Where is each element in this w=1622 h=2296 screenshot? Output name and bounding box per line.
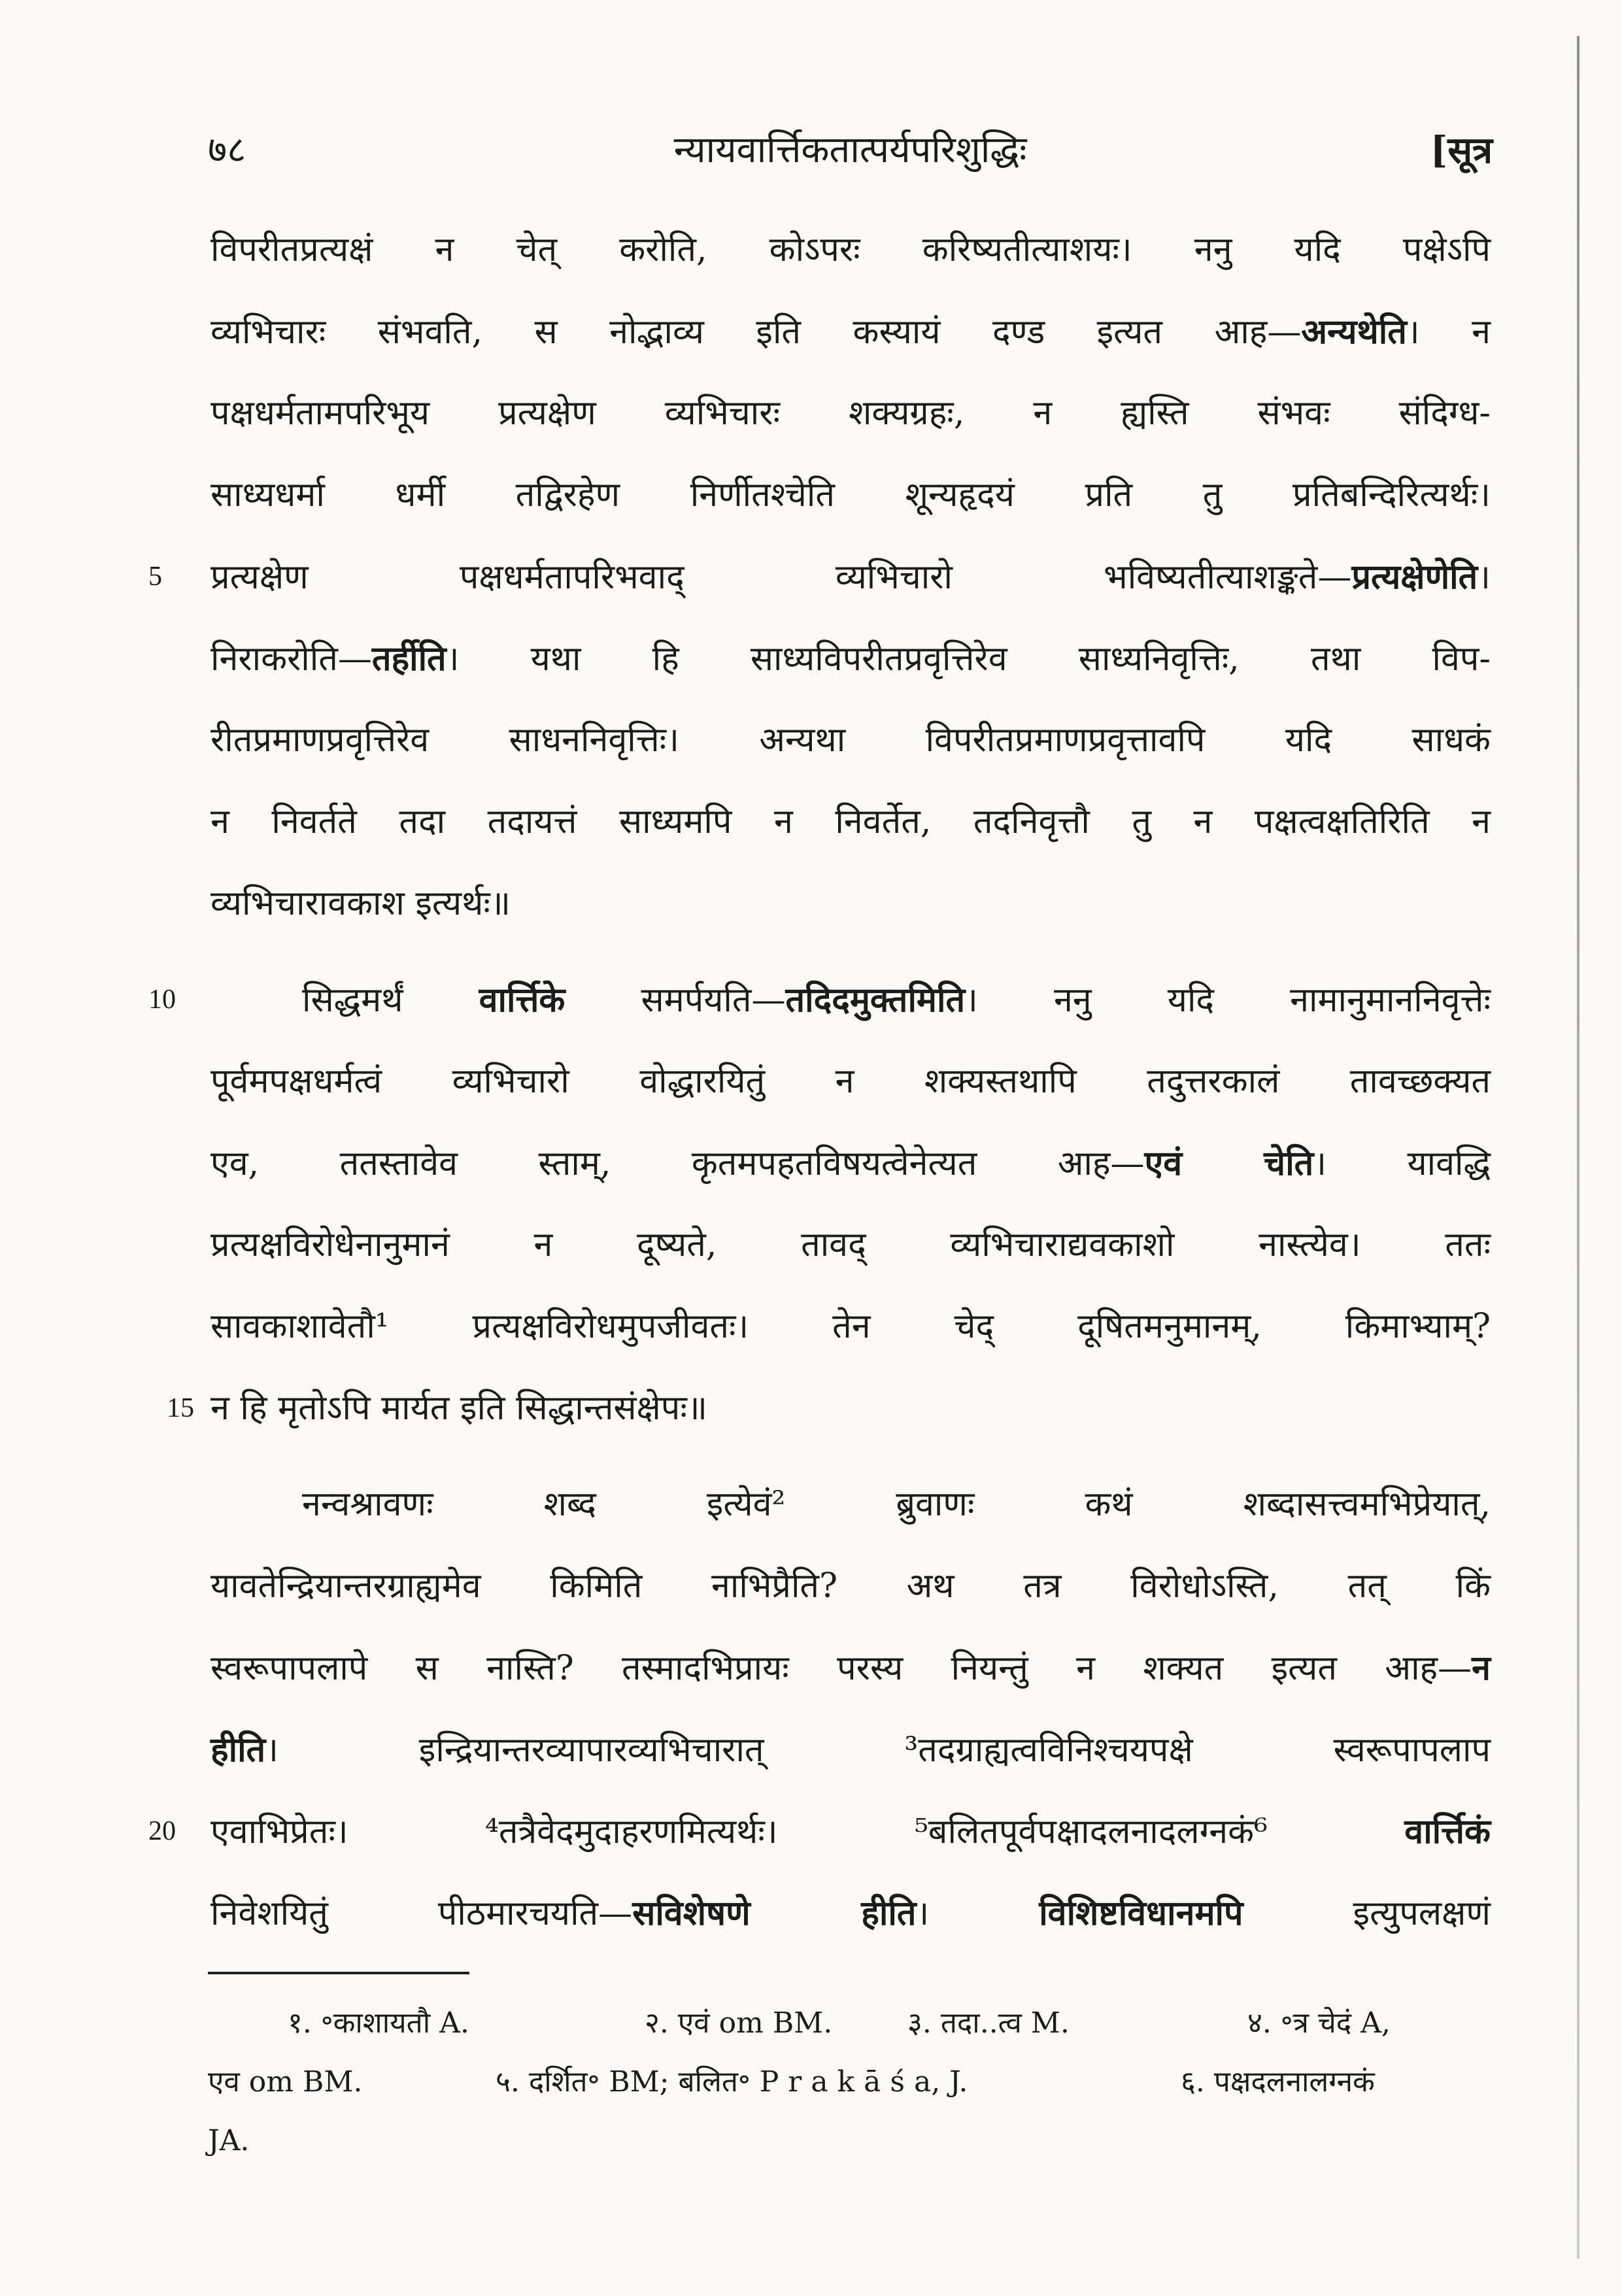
text-line [211, 1464, 1491, 1545]
text-line [211, 1627, 1491, 1709]
text-line [211, 1204, 1491, 1286]
section-mark: [सूत्र [1430, 129, 1493, 172]
bold-term: विशिष्टविधानमपि [1039, 1893, 1243, 1933]
bold-term: वार्त्तिकं [1404, 1812, 1491, 1851]
footnote-5: ५. दर्शित॰ BM; बलित॰ P r a k ā ś a, J. [496, 2065, 968, 2099]
line-text: न निवर्तते तदा तदायत्तं साध्यमपि न निवर्तेत, तदनिवृत्तौ तु न पक्षत्वक्षतिरिति न [211, 802, 1491, 841]
text-line [211, 209, 1491, 291]
footnote-4: ४. ॰त्र चेदं A, [1247, 2006, 1391, 2040]
line-text: निवेशयितुं पीठमारचयति—सविशेषणे हीति। विशिष्टविधानमपि इत्युपलक्षणं [211, 1893, 1491, 1933]
text-line [211, 863, 1491, 945]
text-line [211, 1041, 1491, 1123]
bold-term: तर्हीति [371, 639, 447, 679]
text-line [211, 781, 1491, 863]
text-line [211, 1286, 1491, 1368]
line-text: यावतेन्द्रियान्तरग्राह्यमेव किमिति नाभिप्रैति? अथ तत्र विरोधोऽस्ति, तत् किं [211, 1566, 1491, 1606]
text-line [211, 291, 1491, 373]
text-line [211, 1545, 1491, 1627]
text-line [148, 1791, 1491, 1872]
footnotes [208, 1994, 1493, 2170]
text-line [148, 959, 1491, 1041]
footnote-2: २. एवं om BM. [645, 2006, 833, 2040]
text-line [148, 536, 1491, 618]
line-number: 15 [167, 1393, 194, 1423]
text-line [211, 373, 1491, 454]
footnote-4-continued: एव om BM. [208, 2065, 363, 2099]
bold-term: वार्त्तिके [479, 980, 566, 1020]
bold-term: प्रत्यक्षेणेति [1351, 557, 1478, 597]
text-line [211, 700, 1491, 781]
text-line [211, 454, 1491, 536]
bold-term: हीति [211, 1730, 266, 1770]
text-line [211, 1709, 1491, 1791]
line-number: 20 [148, 1816, 176, 1846]
text-line [167, 1368, 1491, 1449]
line-text: हीति। इन्द्रियान्तरव्यापारव्यभिचारात् ³तदग्राह्यत्वविनिश्चयपक्षे स्वरूपापलाप [211, 1730, 1491, 1770]
footnote-rule [208, 1972, 469, 1974]
line-text: सावकाशावेतौ¹ प्रत्यक्षविरोधमुपजीवतः। तेन चेद् दूषितमनुमानम्, किमाभ्याम्? [211, 1307, 1491, 1346]
text-line [211, 1872, 1491, 1954]
line-text: रीतप्रमाणप्रवृत्तिरेव साधननिवृत्तिः। अन्यथा विपरीतप्रमाणप्रवृत्तावपि यदि साधकं [211, 720, 1491, 760]
line-text: स्वरूपापलापे स नास्ति? तस्मादभिप्रायः परस्य नियन्तुं न शक्यत इत्यत आह—न [211, 1648, 1491, 1688]
bold-term: अन्यथेति [1301, 312, 1407, 352]
footnote-6-continued: JA. [208, 2124, 250, 2157]
bold-term: सविशेषणे हीति [632, 1893, 917, 1933]
line-text: एवाभिप्रेतः। ⁴तत्रैवेदमुदाहरणमित्यर्थः। ⁵बलितपूर्वपक्षादलनादलग्नकं⁶ वार्त्तिकं [211, 1812, 1491, 1851]
line-text: पूर्वमपक्षधर्मत्वं व्यभिचारो वोद्धारयितुं न शक्यस्तथापि तदुत्तरकालं तावच्छक्यत [211, 1062, 1491, 1101]
line-number: 5 [148, 562, 162, 592]
footnote-1: १. ॰काशायतौ A. [288, 2006, 469, 2040]
line-text: एव, ततस्तावेव स्ताम्, कृतमपहतविषयत्वेनेत्यत आह—एवं चेति। यावद्धि [211, 1143, 1491, 1183]
line-text: पक्षधर्मतामपरिभूय प्रत्यक्षेण व्यभिचारः शक्यग्रहः, न ह्यस्ति संभवः संदिग्ध- [211, 394, 1491, 433]
footnote-3: ३. तदा..त्व M. [907, 2006, 1070, 2040]
footnote-row [208, 1994, 1493, 2053]
bold-term: एवं चेति [1144, 1143, 1314, 1183]
footnote-6: ६. पक्षदलनालग्नकं [1181, 2065, 1375, 2099]
line-text: साध्यधर्मा धर्मी तद्विरहेण निर्णीतश्चेति शून्यहृदयं प्रति तु प्रतिबन्दिरित्यर्थः। [211, 475, 1491, 515]
line-text: निराकरोति—तर्हीति। यथा हि साध्यविपरीतप्रवृत्तिरेव साध्यनिवृत्तिः, तथा विप- [211, 639, 1491, 679]
footnote-row [208, 2112, 1493, 2170]
line-text: विपरीतप्रत्यक्षं न चेत् करोति, कोऽपरः करिष्यतीत्याशयः। ननु यदि पक्षेऽपि [211, 230, 1491, 269]
page-header [208, 121, 1493, 180]
text-line [211, 1123, 1491, 1204]
bold-term: न [1472, 1648, 1491, 1688]
footnote-row [208, 2053, 1493, 2112]
page-number: ७८ [208, 129, 246, 171]
line-text: प्रत्यक्षेण पक्षधर्मतापरिभवाद् व्यभिचारो भविष्यतीत्याशङ्कते—प्रत्यक्षेणेति। [211, 557, 1491, 597]
line-text: न हि मृतोऽपि मार्यत इति सिद्धान्तसंक्षेपः॥ [211, 1389, 707, 1428]
running-title: न्यायवार्त्तिकतात्पर्यपरिशुद्धिः [673, 129, 1027, 171]
bold-term: तदिदमुक्तमिति [785, 980, 966, 1020]
line-number: 10 [148, 985, 176, 1015]
line-text: व्यभिचारावकाश इत्यर्थः॥ [211, 884, 511, 923]
line-text: सिद्धमर्थं वार्त्तिके समर्पयति—तदिदमुक्तमिति। ननु यदि नामानुमाननिवृत्तेः [302, 980, 1491, 1020]
line-text: प्रत्यक्षविरोधेनानुमानं न दूष्यते, तावद् व्यभिचाराद्यवकाशो नास्त्येव। ततः [211, 1225, 1491, 1264]
main-text [148, 209, 1491, 1954]
line-text: नन्वश्रावणः शब्द इत्येवं² ब्रुवाणः कथं शब्दासत्त्वमभिप्रेयात्, [302, 1485, 1491, 1524]
text-line [211, 618, 1491, 700]
scan-edge-line [1577, 36, 1580, 2259]
line-text: व्यभिचारः संभवति, स नोद्भाव्य इति कस्यायं दण्ड इत्यत आह—अन्यथेति। न [211, 312, 1491, 352]
